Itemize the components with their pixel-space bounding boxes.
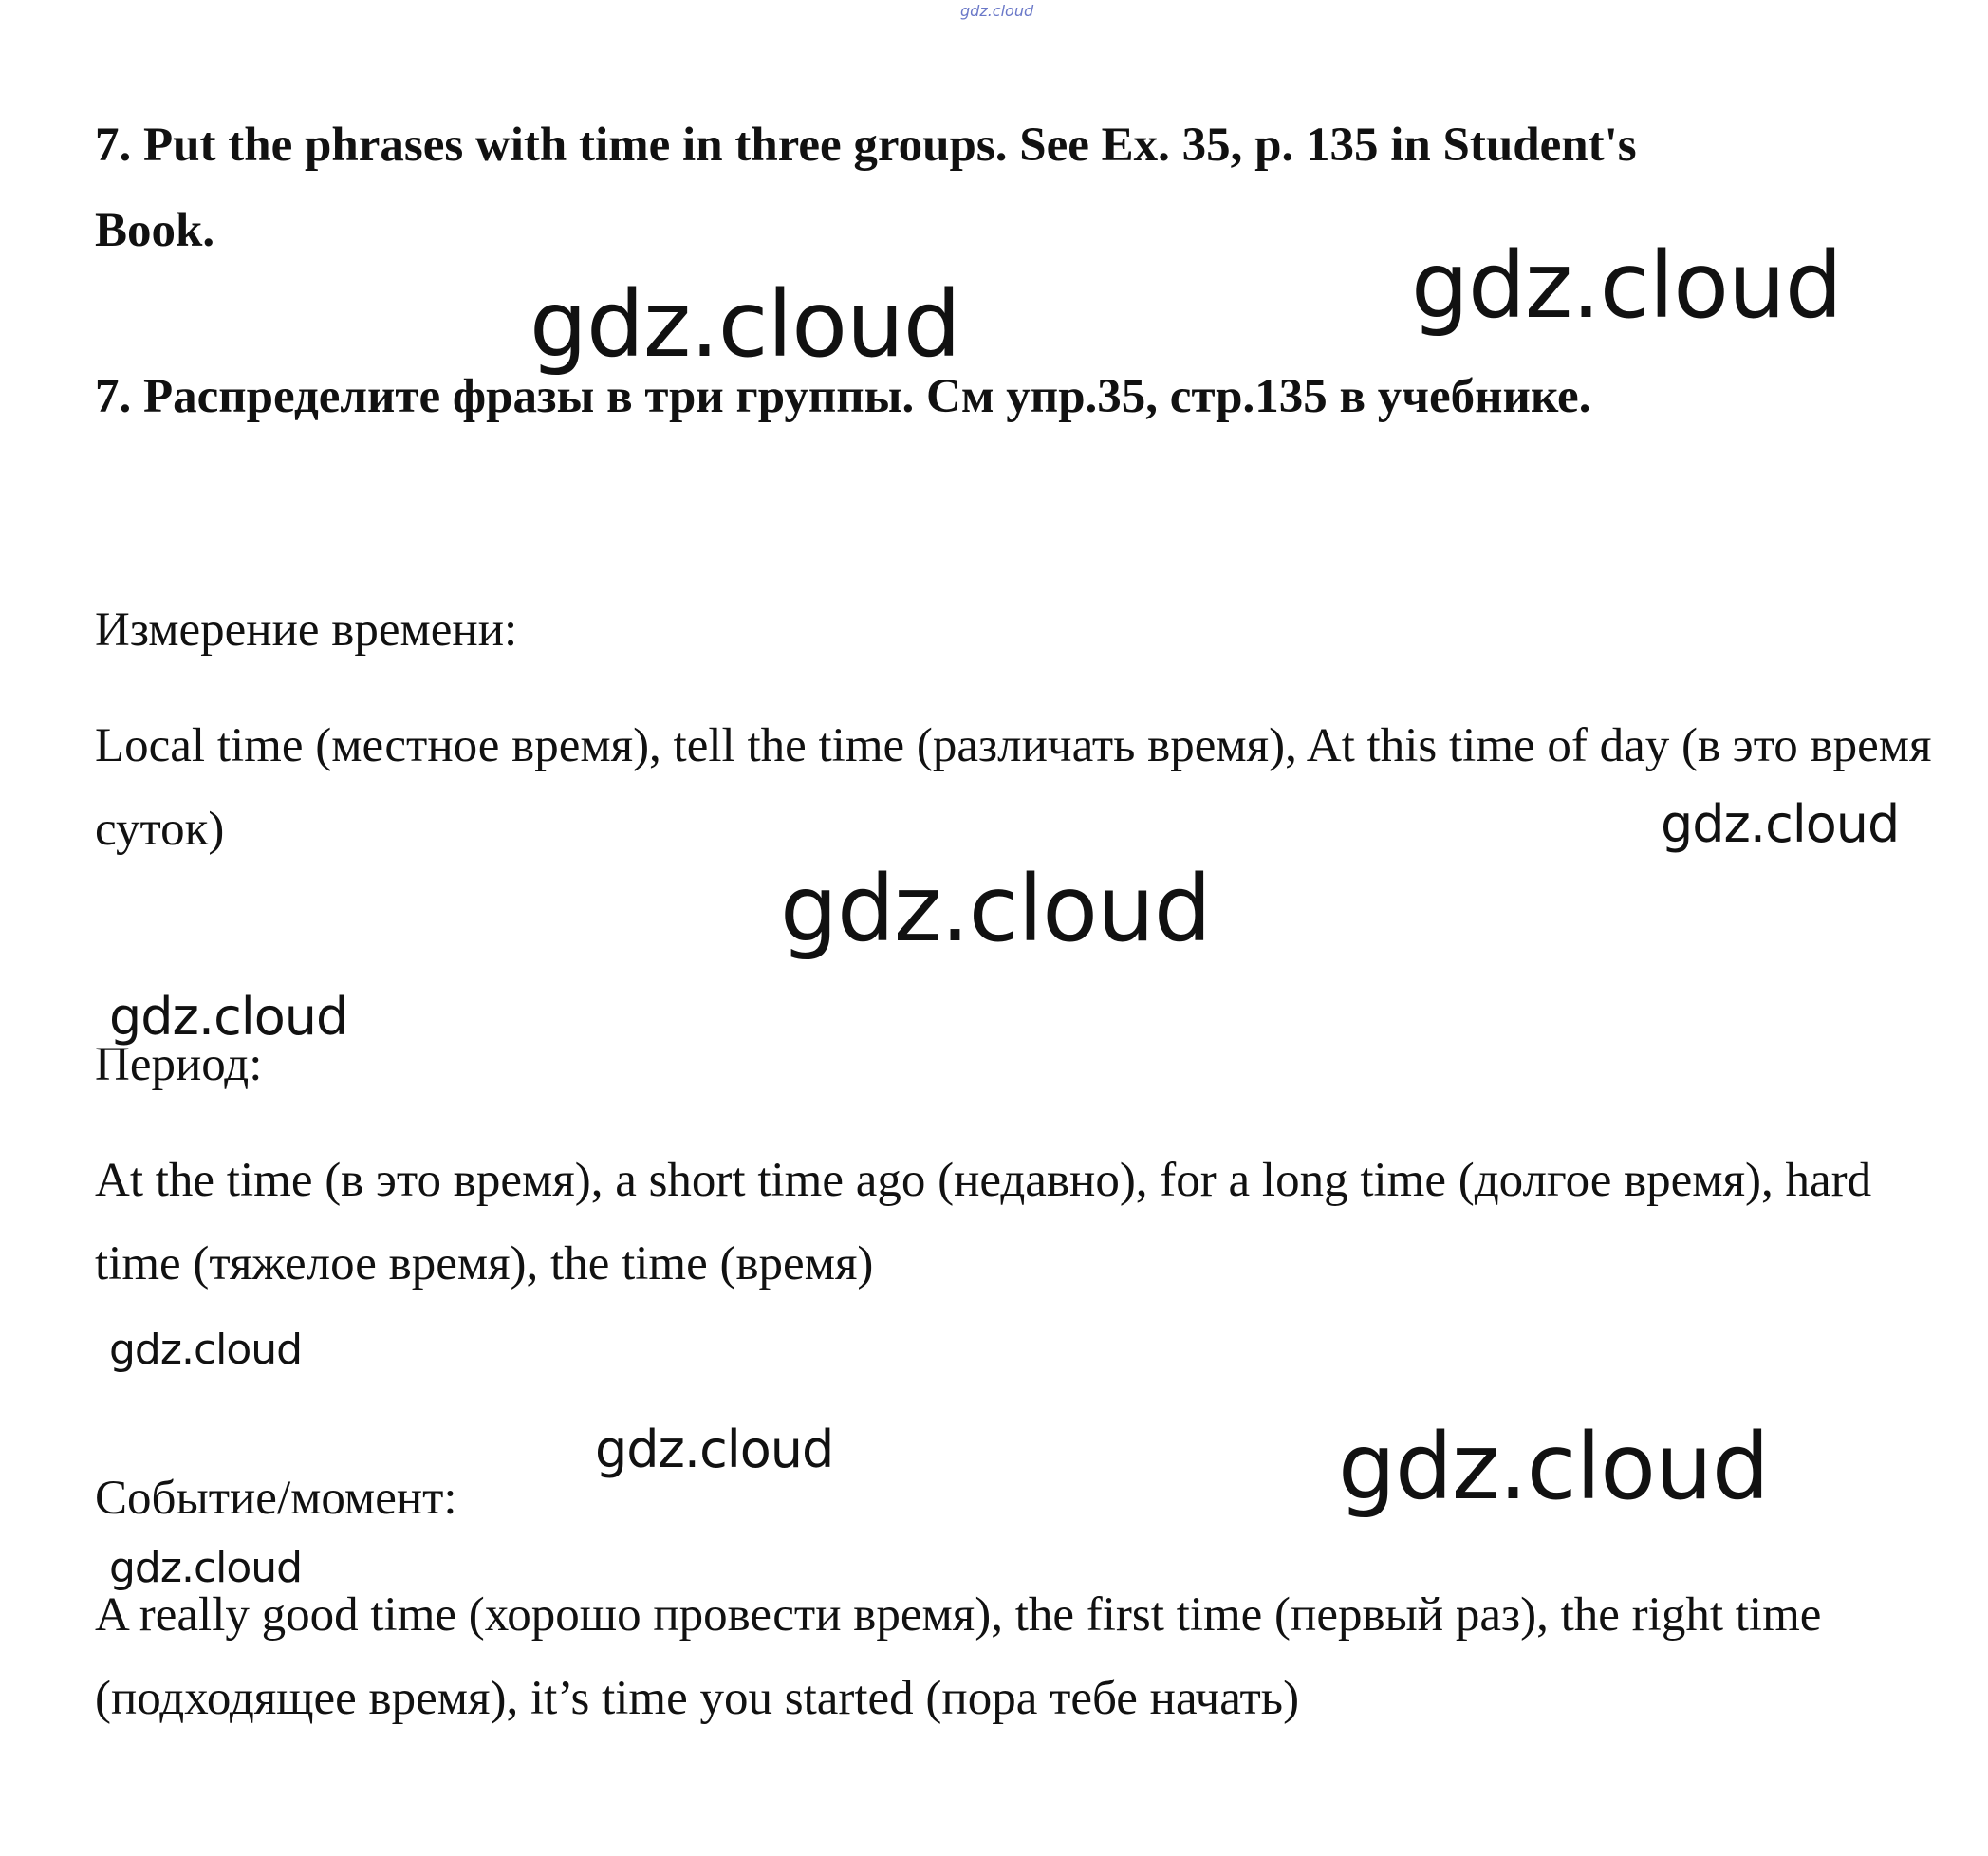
watermark: gdz.cloud (530, 271, 960, 378)
watermark: gdz.cloud (1338, 1414, 1769, 1520)
task-title-english-line2: Book. (95, 204, 215, 257)
task-title-english-line1: 7. Put the phrases with time in three groups. See Ex. 35, p. 135 in Student's (95, 119, 1637, 172)
group-heading-measurement: Измерение времени: (95, 603, 518, 657)
group-text-event: A really good time (хорошо провести время), the first time (первый раз), the right time (подходящее время), it’s time you started (пора тебе начать) (95, 1588, 1822, 1725)
task-title-english (95, 102, 1936, 273)
watermark: gdz.cloud (109, 987, 348, 1047)
watermark: gdz.cloud (109, 1326, 303, 1374)
task-title-russian: 7. Распределите фразы в три группы. См упр.35, стр.135 в учебнике. (95, 370, 1591, 423)
watermark-header: gdz.cloud (960, 2, 1034, 20)
group-text-period: At the time (в это время), a short time ago (недавно), for a long time (долгое время), hard time (тяжелое время), the time (время) (95, 1154, 1872, 1290)
watermark: gdz.cloud (1661, 794, 1900, 854)
watermark: gdz.cloud (109, 1544, 303, 1592)
watermark: gdz.cloud (595, 1420, 834, 1479)
group-heading-period: Период: (95, 1038, 263, 1091)
group-text-measurement: Local time (местное время), tell the time (различать время), At this time of day (в это время суток) (95, 719, 1932, 856)
group-heading-event: Событие/момент: (95, 1472, 457, 1525)
watermark: gdz.cloud (780, 856, 1211, 962)
watermark: gdz.cloud (1411, 232, 1842, 339)
